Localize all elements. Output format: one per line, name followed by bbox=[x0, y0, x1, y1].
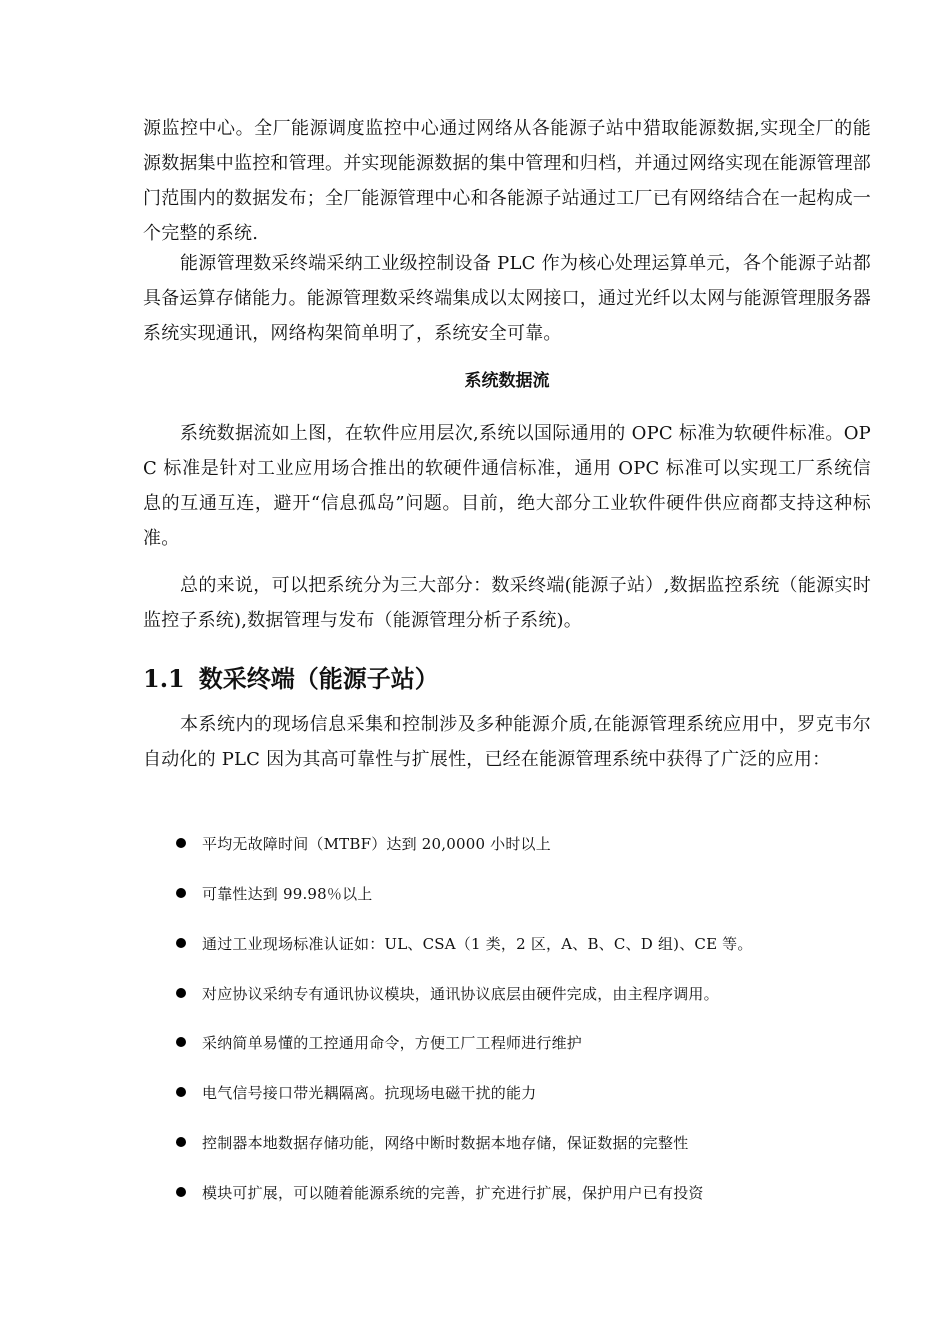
bullet-icon bbox=[176, 1187, 186, 1197]
bullet-text: 采纳简单易懂的工控通用命令，方便工厂工程师进行维护 bbox=[202, 1034, 583, 1052]
paragraph-energy-control-center: 源监控中心。全厂能源调度监控中心通过网络从各能源子站中猎取能源数据,实现全厂的能源数据集中监控和管理。并实现能源数据的集中管理和归档，并通过网络实现在能源管理部门范围内的数据发布；全厂能源管理中心和各能源子站通过工厂已有网络结合在一起构成一个完整的系统. bbox=[143, 118, 871, 244]
list-item bbox=[176, 1080, 536, 1106]
bullet-text: 通过工业现场标准认证如：UL、CSA（1 类，2 区，A、B、C、D 组)、CE 等。 bbox=[202, 935, 753, 953]
paragraph-system-parts: 总的来说，可以把系统分为三大部分：数采终端(能源子站）,数据监控系统（能源实时监控子系统),数据管理与发布（能源管理分析子系统)。 bbox=[143, 575, 871, 631]
section-heading bbox=[143, 660, 439, 698]
bullet-text: 对应协议采纳专有通讯协议模块，通讯协议底层由硬件完成，由主程序调用。 bbox=[202, 985, 719, 1003]
bullet-icon bbox=[176, 938, 186, 948]
bullet-text: 可靠性达到 99.98％以上 bbox=[202, 885, 373, 903]
section-number: 1.1 bbox=[143, 664, 185, 693]
bullet-text: 平均无故障时间（MTBF）达到 20,0000 小时以上 bbox=[202, 835, 551, 853]
paragraph-opc-standard: 系统数据流如上图，在软件应用层次,系统以国际通用的 OPC 标准为软硬件标准。OPC 标准是针对工业应用场合推出的软硬件通信标准，通用 OPC 标准可以实现工厂系统信息的互通互连，避开“信息孤岛”问题。目前，绝大部分工业软件硬件供应商都支持这种标准。 bbox=[143, 423, 871, 549]
list-item bbox=[176, 1130, 688, 1156]
bullet-icon bbox=[176, 988, 186, 998]
paragraph-plc-terminal: 能源管理数采终端采纳工业级控制设备 PLC 作为核心处理运算单元，各个能源子站都具备运算存储能力。能源管理数采终端集成以太网接口，通过光纤以太网与能源管理服务器系统实现通讯，网络构架简单明了，系统安全可靠。 bbox=[143, 253, 871, 344]
list-item bbox=[176, 1030, 582, 1056]
list-item bbox=[176, 831, 551, 857]
bullet-text: 控制器本地数据存储功能，网络中断时数据本地存储，保证数据的完整性 bbox=[202, 1134, 689, 1152]
bullet-text: 电气信号接口带光耦隔离。抗现场电磁干扰的能力 bbox=[202, 1084, 537, 1102]
list-item bbox=[176, 981, 719, 1007]
bullet-icon bbox=[176, 838, 186, 848]
bullet-icon bbox=[176, 1137, 186, 1147]
bullet-icon bbox=[176, 888, 186, 898]
figure-caption: 系统数据流 bbox=[464, 371, 550, 391]
paragraph-plc-reliability: 本系统内的现场信息采集和控制涉及多种能源介质,在能源管理系统应用中，罗克韦尔自动化的 PLC 因为其高可靠性与扩展性，已经在能源管理系统中获得了广泛的应用： bbox=[143, 714, 871, 770]
bullet-icon bbox=[176, 1087, 186, 1097]
bullet-icon bbox=[176, 1037, 186, 1047]
bullet-text: 模块可扩展，可以随着能源系统的完善，扩充进行扩展，保护用户已有投资 bbox=[202, 1184, 704, 1202]
list-item bbox=[176, 881, 373, 907]
list-item bbox=[176, 1180, 704, 1206]
section-title: 数采终端（能源子站） bbox=[198, 664, 439, 693]
list-item bbox=[176, 931, 753, 957]
